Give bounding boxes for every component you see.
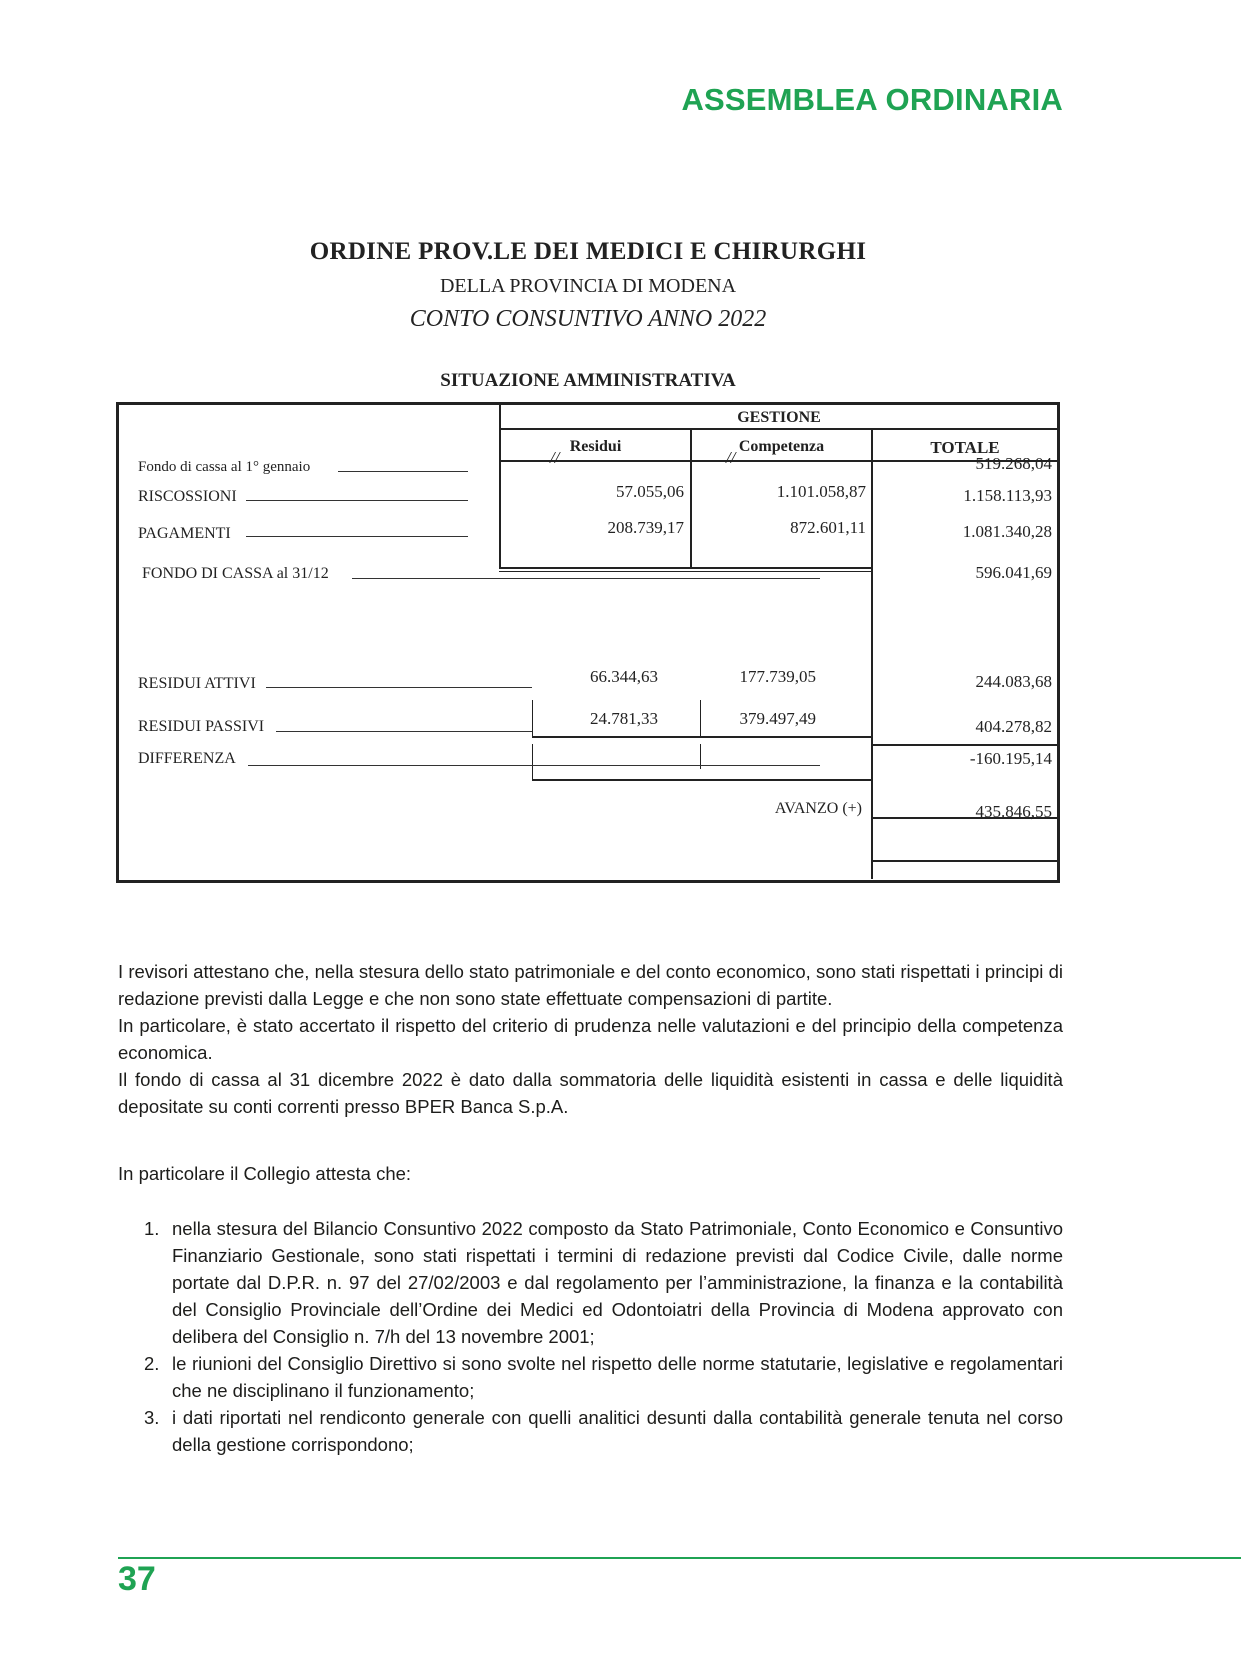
gestione-rule	[499, 428, 1060, 430]
org-name: ORDINE PROV.LE DEI MEDICI E CHIRURGHI	[309, 238, 867, 265]
totale-rule-attivi	[871, 744, 1060, 746]
paragraph-fondo-cassa: Il fondo di cassa al 31 dicembre 2022 è dato dalla sommatoria delle liquidità esistenti in cassa e delle liquidità depositate su conti correnti presso BPER Banca S.p.A.	[118, 1069, 1063, 1117]
leader-fondo-iniziale	[338, 471, 468, 472]
cell-pagamenti-competenza: 872.601,11	[790, 518, 866, 537]
table-border-right	[1057, 402, 1060, 883]
cell-differenza-totale: -160.195,14	[969, 749, 1052, 768]
cell-pagamenti-residui: 208.739,17	[607, 518, 684, 537]
administrative-table	[116, 234, 1060, 884]
leader-differenza	[248, 765, 820, 766]
cell-residui-passivi-competenza: 379.497,49	[739, 709, 816, 728]
header-totale: TOTALE	[930, 438, 1000, 457]
section-title: SITUAZIONE AMMINISTRATIVA	[440, 370, 736, 391]
row-label-riscossioni: RISCOSSIONI	[138, 488, 237, 505]
cell-fondo-finale-totale: 596.041,69	[975, 563, 1052, 582]
leader-residui-passivi	[276, 731, 532, 732]
row-label-residui-attivi: RESIDUI ATTIVI	[138, 675, 256, 692]
list-item-text: i dati riportati nel rendiconto generale con quelli analitici desunti dalla contabilità generale tenuta nel corso della gestione corrispondono;	[172, 1407, 1063, 1455]
row-label-fondo-finale: FONDO DI CASSA al 31/12	[142, 565, 329, 582]
footer-rule	[118, 1557, 1241, 1559]
cell-pagamenti-totale: 1.081.340,28	[962, 522, 1052, 541]
list-item-number: 3.	[144, 1407, 160, 1428]
paragraph-revisori: I revisori attestano che, nella stesura dello stato patrimoniale e del conto economico, sono stati rispettati i principi di redazione previsti dalla Legge e che non sono state effettuate compensazioni di partite.	[118, 961, 1063, 1009]
list-item	[140, 1215, 1063, 1350]
pagamenti-rule-top	[499, 567, 873, 569]
report-title: CONTO CONSUNTIVO ANNO 2022	[409, 306, 767, 332]
cell-residui-passivi-totale: 404.278,82	[975, 717, 1052, 736]
table-border-bottom	[116, 880, 1060, 883]
residui-passivi-left	[532, 744, 533, 780]
cell-fondo-iniziale-competenza: //	[726, 448, 736, 467]
row-label-fondo-iniziale: Fondo di cassa al 1° gennaio	[138, 459, 311, 475]
totale-divider	[871, 430, 873, 879]
header-competenza: Competenza	[738, 438, 825, 455]
cell-riscossioni-totale: 1.158.113,93	[963, 486, 1052, 505]
leader-residui-attivi	[266, 687, 532, 688]
page-number: 37	[118, 1560, 156, 1598]
cell-residui-attivi-residui: 66.344,63	[590, 667, 658, 686]
leader-pagamenti	[246, 536, 468, 537]
cell-residui-attivi-competenza: 177.739,05	[739, 667, 816, 686]
table-border-top	[116, 402, 1060, 405]
org-subtitle: DELLA PROVINCIA DI MODENA	[439, 275, 737, 297]
list-item-text: le riunioni del Consiglio Direttivo si sono svolte nel rispetto delle norme statutarie, legislative e regolamentari che ne disciplinano il funzionamento;	[172, 1353, 1063, 1401]
table-border-left	[116, 402, 119, 883]
page-header-title: ASSEMBLEA ORDINARIA	[681, 82, 1063, 117]
row-label-differenza: DIFFERENZA	[138, 750, 236, 767]
residui-passivi-rule	[532, 779, 872, 781]
row-label-pagamenti: PAGAMENTI	[138, 525, 231, 542]
cell-residui-passivi-residui: 24.781,33	[590, 709, 658, 728]
leader-riscossioni	[246, 500, 468, 501]
leader-fondo-finale	[352, 578, 820, 579]
list-item-number: 1.	[144, 1218, 160, 1239]
row-label-avanzo: AVANZO (+)	[774, 800, 862, 817]
attestation-list	[140, 1215, 1063, 1458]
header-gestione: GESTIONE	[737, 409, 821, 426]
cell-fondo-iniziale-totale: 519.268,04	[975, 454, 1052, 473]
cell-fondo-iniziale-residui: //	[550, 448, 560, 467]
header-residui: Residui	[569, 438, 622, 455]
cell-residui-attivi-totale: 244.083,68	[975, 672, 1052, 691]
cell-riscossioni-competenza: 1.101.058,87	[776, 482, 866, 501]
list-item	[140, 1350, 1063, 1404]
paragraph-collegio-intro: In particolare il Collegio attesta che:	[118, 1163, 412, 1184]
pagamenti-rule-bottom	[499, 571, 873, 572]
list-item-number: 2.	[144, 1353, 160, 1374]
residui-attivi-rule	[532, 736, 872, 738]
list-item-text: nella stesura del Bilancio Consuntivo 2022 composto da Stato Patrimoniale, Conto Economico e Consuntivo Finanziario Gestionale, sono stati rispettati i termini di redazione previsti dal Codice Civile, dalle norme portate dal D.P.R. n. 97 del 27/02/2003 e dal regolamento per l’amministrazione, la finanza e la contabilità del Consiglio Provinciale dell’Ordine dei Medici ed Odontoiatri della Provincia di Modena approvato con delibera del Consiglio n. 7/h del 13 novembre 2001;	[172, 1218, 1063, 1347]
residui-attivi-mid	[700, 700, 701, 737]
cell-avanzo-totale: 435.846,55	[975, 802, 1052, 821]
totale-rule-avanzo	[871, 860, 1060, 862]
list-item	[140, 1404, 1063, 1458]
paragraph-prudenza: In particolare, è stato accertato il rispetto del criterio di prudenza nelle valutazioni e del principio della competenza economica.	[118, 1015, 1063, 1063]
row-label-residui-passivi: RESIDUI PASSIVI	[138, 718, 265, 735]
scanned-statement	[116, 234, 1060, 884]
cell-riscossioni-residui: 57.055,06	[616, 482, 684, 501]
